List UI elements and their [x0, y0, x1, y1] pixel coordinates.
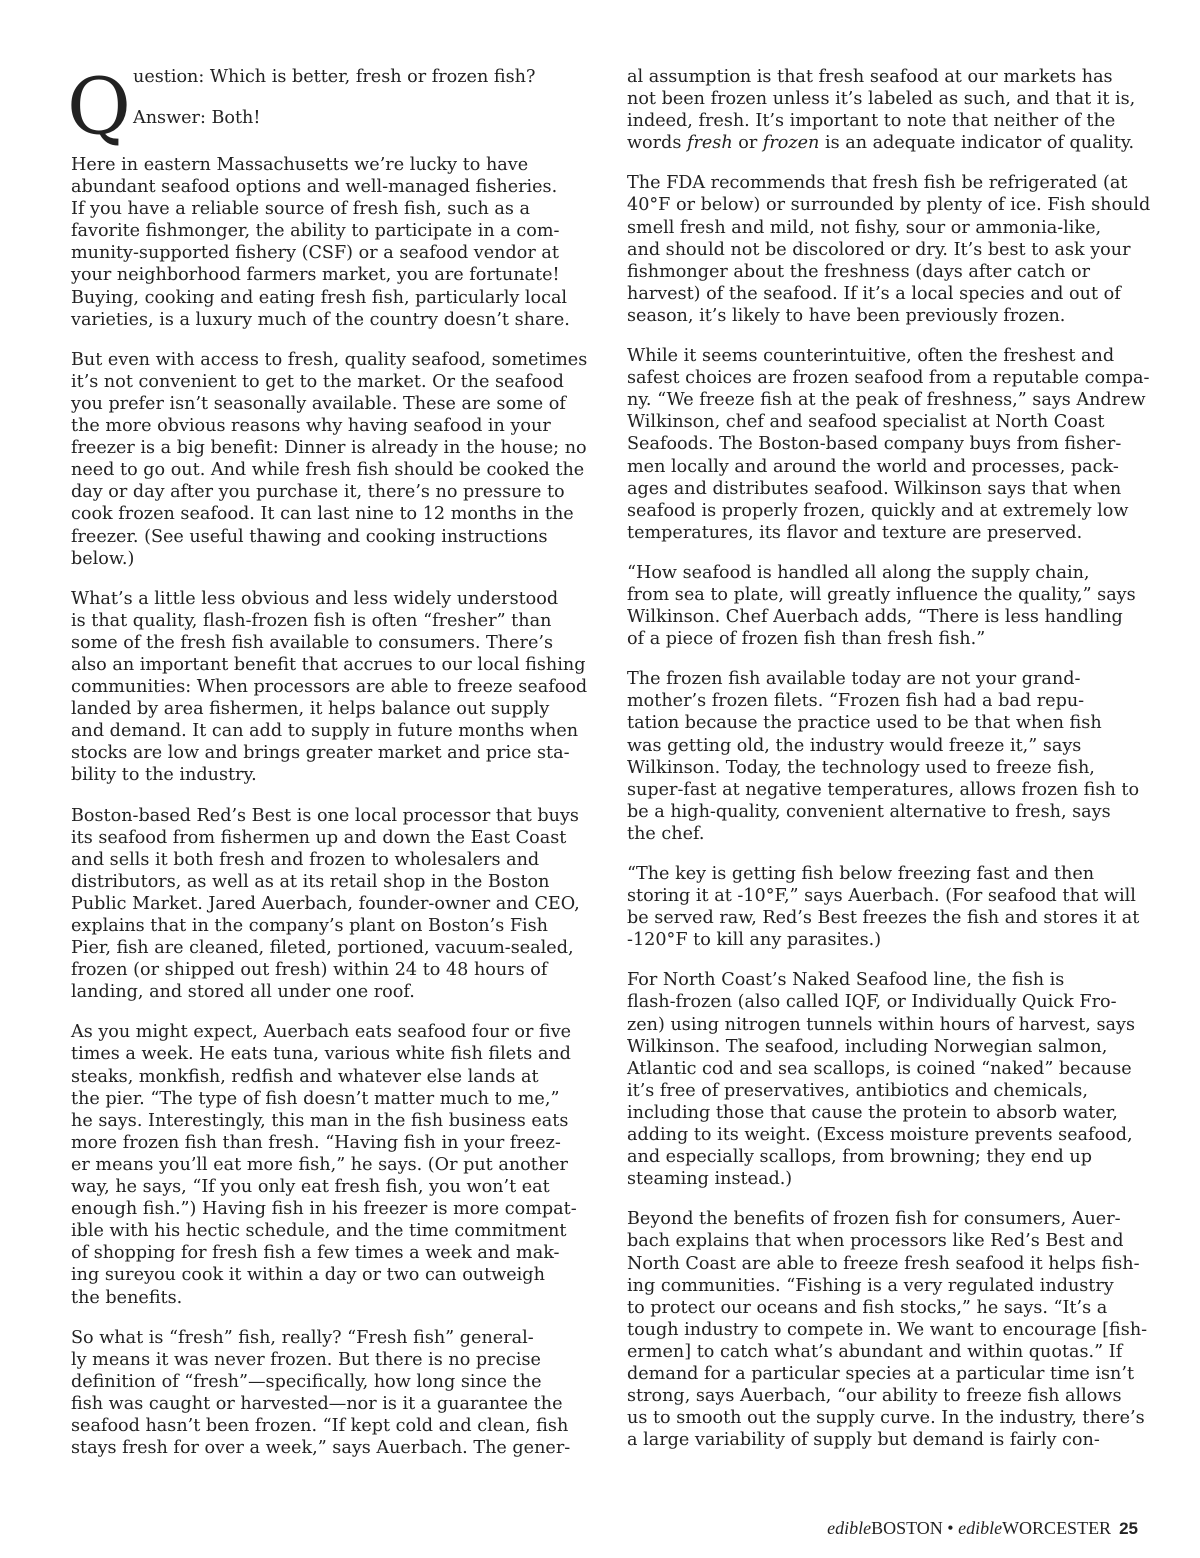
paragraph [627, 345, 1150, 544]
text-line: cook frozen seafood. It can last nine to 12 months in the [71, 504, 574, 525]
text-line: ible with his hectic schedule, and the time commitment [71, 1221, 567, 1242]
publication-prefix: edible [827, 1518, 872, 1538]
text-line: is that quality, flash-frozen fish is often “fresher” than [71, 610, 552, 631]
text-line: ing sureyou cook it within a day or two can outweigh [71, 1265, 545, 1286]
left-body [71, 154, 588, 1459]
paragraph [71, 805, 583, 1004]
text-line: The FDA recommends that fresh fish be refrigerated (at [627, 173, 1128, 194]
text-line: steaming instead.) [627, 1169, 793, 1190]
text-line: also an important benefit that accrues to our local fishing [71, 654, 586, 675]
paragraph [627, 1208, 1148, 1451]
text-line: stocks are low and brings greater market and price sta- [71, 743, 570, 764]
text-line: it’s not convenient to get to the market. Or the seafood [71, 371, 564, 392]
text-line: was getting old, the industry would freeze it,” says [627, 735, 1082, 756]
text-line: varieties, is a luxury much of the country doesn’t share. [71, 309, 570, 330]
text-line: below.) [71, 548, 135, 569]
text-line: tation because the practice used to be that when fish [627, 713, 1102, 734]
text-line: -120°F to kill any parasites.) [627, 930, 882, 951]
text-line: and should not be discolored or dry. It’s best to ask your [627, 239, 1131, 260]
text-line: ing communities. “Fishing is a very regulated industry [627, 1275, 1114, 1296]
text-line: er means you’ll eat more fish,” he says. (Or put another [71, 1154, 568, 1175]
paragraph [627, 863, 1141, 951]
text-line: of shopping for fresh fish a few times a week and mak- [71, 1243, 560, 1264]
text-line: So what is “fresh” fish, really? “Fresh fish” general- [71, 1327, 534, 1348]
text-line: the more obvious reasons why having seafood in your [71, 416, 551, 437]
text-line: of a piece of frozen fish than fresh fish.” [627, 629, 986, 650]
paragraph [627, 969, 1141, 1190]
text-line: 40°F or below) or surrounded by plenty of ice. Fish should [627, 195, 1151, 216]
text-line: While it seems counterintuitive, often the freshest and [627, 346, 1115, 367]
text-line: ermen] to catch what’s abundant and within quotas.” If [627, 1341, 1123, 1362]
text-line: Wilkinson. The seafood, including Norwegian salmon, [627, 1036, 1108, 1057]
paragraph [71, 588, 588, 787]
text-line: super-fast at negative temperatures, allows frozen fish to [627, 779, 1140, 800]
text-line: North Coast are able to freeze fresh seafood it helps fish- [627, 1253, 1140, 1274]
text-line: “How seafood is handled all along the supply chain, [627, 562, 1090, 583]
paragraph [71, 1021, 583, 1308]
text-line: a large variability of supply but demand is fairly con- [627, 1430, 1100, 1451]
text-line: it’s free of preservatives, antibiotics and chemicals, [627, 1080, 1088, 1101]
text-line: fishmonger about the freshness (days after catch or [627, 261, 1091, 282]
text-line: need to go out. And while fresh fish should be cooked the [71, 460, 585, 481]
text-line: Wilkinson. Today, the technology used to freeze fish, [627, 757, 1095, 778]
text-line: us to smooth out the supply curve. In the industry, there’s [627, 1408, 1145, 1429]
text-line: For North Coast’s Naked Seafood line, the fish is [627, 970, 1065, 991]
text-line: flash-frozen (also called IQF, or Individually Quick Fro- [627, 992, 1117, 1013]
text-line: Wilkinson. Chef Auerbach adds, “There is less handling [627, 607, 1123, 628]
paragraph: al assumption is that fresh seafood at our markets has not been frozen unless it’s labeled as such, and that it is, indeed, fresh. It’s important to note that neither of the words fresh or frozen is an adequate indicator of quality. [627, 67, 1136, 154]
text-line: landed by area fishermen, it helps balance out supply [71, 699, 550, 720]
text-line: men locally and around the world and processes, pack- [627, 456, 1119, 477]
text-line: Beyond the benefits of frozen fish for consumers, Auer- [627, 1209, 1121, 1230]
intro-answer: Answer: Both! [133, 108, 261, 128]
text-line: and especially scallops, from browning; they end up [627, 1147, 1092, 1168]
text-line: distributors, as well as at its retail shop in the Boston [71, 871, 550, 892]
text-line: ny. “We freeze fish at the peak of freshness,” says Andrew [627, 390, 1146, 411]
paragraph [627, 668, 1141, 845]
text-line: Seafoods. The Boston-based company buys from fisher- [627, 434, 1122, 455]
text-line: the pier. “The type of fish doesn’t matter much to me,” [71, 1088, 560, 1109]
text-line: seafood hasn’t been frozen. “If kept cold and clean, fish [71, 1415, 569, 1436]
text-line: landing, and stored all under one roof. [71, 982, 415, 1003]
text-line: bility to the industry. [71, 765, 257, 786]
text-line: safest choices are frozen seafood from a reputable compa- [627, 368, 1150, 389]
text-line: times a week. He eats tuna, various white fish filets and [71, 1044, 571, 1065]
publication-boston: BOSTON [871, 1518, 943, 1538]
text-line: zen) using nitrogen tunnels within hours of harvest, says [627, 1014, 1135, 1035]
text-line: explains that in the company’s plant on Boston’s Fish [71, 916, 549, 936]
drop-cap: Q [67, 62, 131, 152]
paragraph [71, 154, 583, 331]
text-line: temperatures, its flavor and texture are preserved. [627, 522, 1083, 543]
text-line: fish was caught or harvested—nor is it a guarantee the [71, 1393, 563, 1414]
text-line: Atlantic cod and sea scallops, is coined “naked” because [627, 1058, 1132, 1079]
paragraph [627, 172, 1151, 327]
text-line: seafood is properly frozen, quickly and at extremely low [627, 500, 1129, 521]
paragraph [71, 349, 588, 570]
text-line: and demand. It can add to supply in future months when [71, 721, 579, 742]
paragraph [627, 562, 1141, 650]
text-line: more frozen fish than fresh. “Having fish in your freez- [71, 1132, 561, 1153]
footer-bullet: • [942, 1518, 959, 1538]
text-line: and sells it both fresh and frozen to wholesalers and [71, 849, 540, 870]
text-line: be served raw, Red’s Best freezes the fish and stores it at [627, 908, 1140, 929]
text-line: smell fresh and mild, not fishy, sour or ammonia-like, [627, 217, 1102, 238]
text-line: Here in eastern Massachusetts we’re lucky to have [71, 155, 529, 175]
text-line: storing it at -10°F,” says Auerbach. (For seafood that will [627, 886, 1136, 907]
text-line: steaks, monkfish, redfish and whatever else lands at [71, 1066, 539, 1087]
text-line: to protect our oceans and fish stocks,” he says. “It’s a [627, 1297, 1108, 1318]
text-line: its seafood from fishermen up and down the East Coast [71, 827, 567, 848]
text-line: ly means it was never frozen. But there is no precise [71, 1349, 541, 1370]
text-line: The frozen fish available today are not your grand- [627, 669, 1081, 690]
text-line: your neighborhood farmers market, you are fortunate! [71, 265, 560, 286]
publication-worcester: WORCESTER [1002, 1518, 1112, 1538]
text-line: frozen (or shipped out fresh) within 24 to 48 hours of [71, 960, 548, 981]
emphasis-frozen: frozen [762, 133, 820, 154]
emphasis-fresh: fresh [686, 133, 733, 154]
text-line: Buying, cooking and eating fresh fish, particularly local [71, 287, 568, 308]
text-line: ages and distributes seafood. Wilkinson says that when [627, 478, 1122, 499]
page-footer [827, 1518, 1138, 1539]
text-line: Pier, fish are cleaned, fileted, portioned, vacuum-sealed, [71, 938, 574, 959]
text-line: the chef. [627, 823, 705, 844]
text-line: tough industry to compete in. We want to encourage [fish- [627, 1319, 1148, 1340]
text-line: day or day after you purchase it, there’s no pressure to [71, 482, 565, 503]
text-line: some of the fresh fish available to consumers. There’s [71, 632, 553, 653]
text-line: the benefits. [71, 1287, 183, 1308]
text-line: strong, says Auerbach, “our ability to freeze fish allows [627, 1386, 1122, 1407]
right-body [627, 172, 1151, 1451]
text-line: bach explains that when processors like Red’s Best and [627, 1231, 1124, 1252]
text-line: from sea to plate, will greatly influence the quality,” says [627, 584, 1136, 605]
text-line: Boston-based Red’s Best is one local processor that buys [71, 805, 579, 826]
text-line: abundant seafood options and well-managed fisheries. [71, 177, 558, 198]
right-column [627, 66, 1151, 1469]
text-line: including those that cause the protein to absorb water, [627, 1102, 1118, 1123]
text-line: As you might expect, Auerbach eats seafood four or five [71, 1022, 572, 1043]
text-line: you prefer isn’t seasonally available. These are some of [71, 393, 566, 414]
paragraph [71, 1327, 583, 1460]
text-line: freezer. (See useful thawing and cooking instructions [71, 526, 548, 547]
text-line: demand for a particular species at a particular time isn’t [627, 1363, 1135, 1384]
text-line: Public Market. Jared Auerbach, founder-owner and CEO, [71, 893, 580, 914]
text-line: communities: When processors are able to freeze seafood [71, 677, 588, 698]
text-line: Wilkinson, chef and seafood specialist at North Coast [627, 412, 1105, 433]
intro-question: uestion: Which is better, fresh or frozen fish? [133, 67, 536, 87]
text-line: munity-supported fishery (CSF) or a seafood vendor at [71, 243, 559, 264]
publication-prefix: edible [958, 1518, 1003, 1538]
text-line: season, it’s likely to have been previously frozen. [627, 305, 1066, 326]
text-line: mother’s frozen filets. “Frozen fish had a bad repu- [627, 691, 1085, 712]
text-line: be a high-quality, convenient alternative to fresh, says [627, 801, 1111, 822]
text-line: definition of “fresh”—specifically, how long since the [71, 1371, 542, 1392]
text-line: What’s a little less obvious and less widely understood [71, 588, 559, 609]
text-line: freezer is a big benefit: Dinner is already in the house; no [71, 438, 587, 459]
text-line: If you have a reliable source of fresh fish, such as a [71, 199, 531, 220]
text-line: “The key is getting fish below freezing fast and then [627, 864, 1095, 884]
page-number: 25 [1119, 1519, 1138, 1538]
text-line: way, he says, “If you only eat fresh fish, you won’t eat [71, 1177, 550, 1198]
text-line: enough fish.”) Having fish in his freezer is more compat- [71, 1199, 577, 1220]
text-line: adding to its weight. (Excess moisture prevents seafood, [627, 1125, 1133, 1146]
text-line: he says. Interestingly, this man in the fish business eats [71, 1110, 569, 1131]
text-line: harvest) of the seafood. If it’s a local species and out of [627, 283, 1121, 304]
text-line: favorite fishmonger, the ability to participate in a com- [71, 221, 560, 242]
text-line: But even with access to fresh, quality seafood, sometimes [71, 349, 588, 370]
left-column [67, 62, 588, 1477]
intro-qa [67, 62, 583, 154]
text-line: stays fresh for over a week,” says Auerbach. The gener- [71, 1438, 571, 1459]
